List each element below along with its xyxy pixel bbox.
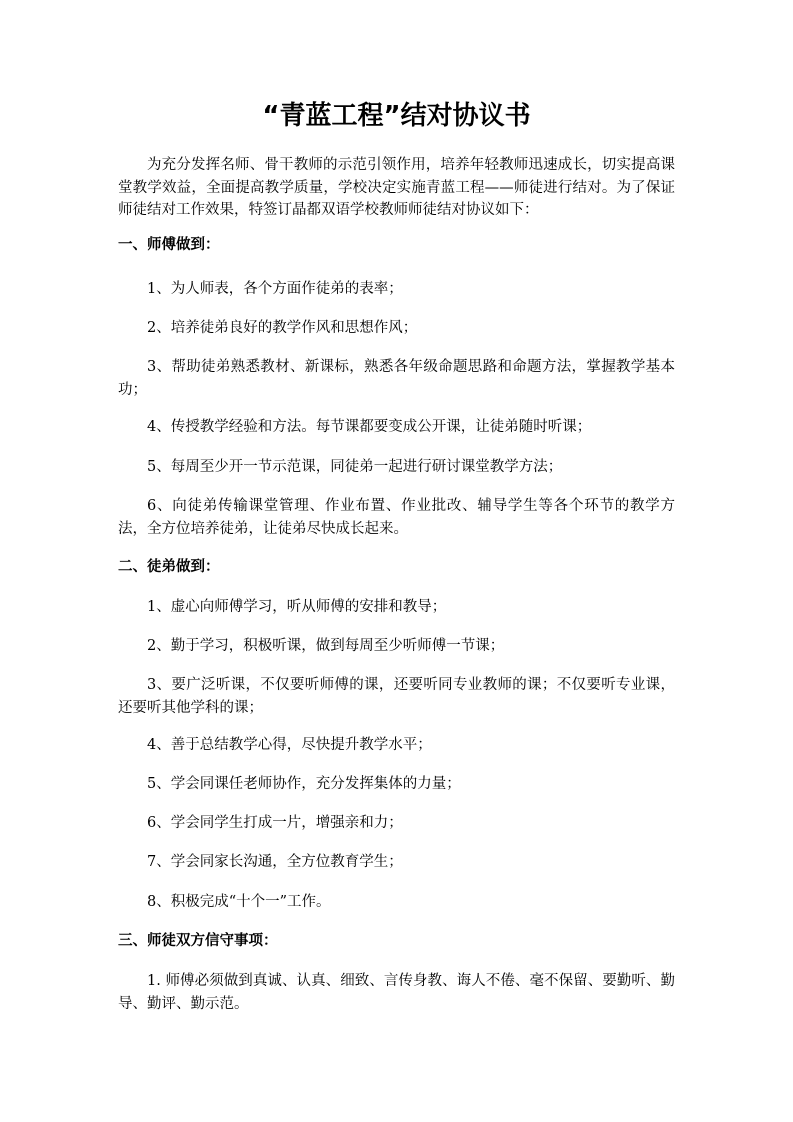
section-heading-mutual: 三、师徒双方信守事项： [118, 933, 278, 949]
master-item-4: 4、传授教学经验和方法。每节课都要变成公开课，让徒弟随时听课； [147, 419, 592, 435]
apprentice-item-4: 4、善于总结教学心得，尽快提升教学水平； [147, 737, 432, 753]
apprentice-item-3: 3、要广泛听课，不仅要听师傅的课，还要听同专业教师的课；不仅要听专业课，还要听其他学科的课； [118, 677, 675, 716]
master-item-5: 5、每周至少开一节示范课，同徒弟一起进行研讨课堂教学方法； [147, 459, 563, 475]
master-item-1: 1、为人师表，各个方面作徒弟的表率； [147, 281, 403, 297]
apprentice-item-8: 8、积极完成“十个一”工作。 [147, 894, 331, 910]
apprentice-item-2: 2、勤于学习，积极听课，做到每周至少听师傅一节课； [147, 638, 505, 654]
master-item-3: 3、帮助徒弟熟悉教材、新课标，熟悉各年级命题思路和命题方法，掌握教学基本功； [118, 359, 675, 398]
apprentice-item-7: 7、学会同家长沟通，全方位教育学生； [147, 854, 403, 870]
master-item-2: 2、培养徒弟良好的教学作风和思想作风； [147, 320, 418, 336]
document-title: “青蓝工程”结对协议书 [262, 101, 531, 131]
section-heading-master: 一、师傅做到： [118, 237, 220, 253]
master-item-6: 6、向徒弟传输课堂管理、作业布置、作业批改、辅导学生等各个环节的教学方法，全方位培养徒弟，让徒弟尽快成长起来。 [118, 498, 675, 537]
apprentice-item-6: 6、学会同学生打成一片，增强亲和力； [147, 815, 403, 831]
apprentice-item-5: 5、学会同课任老师协作，充分发挥集体的力量； [147, 776, 461, 792]
intro-paragraph: 为充分发挥名师、骨干教师的示范引领作用，培养年轻教师迅速成长，切实提高课堂教学效益，全面提高教学质量，学校决定实施青蓝工程——师徒进行结对。为了保证师徒结对工作效果，特签订晶都双语学校教师师徒结对协议如下： [118, 157, 675, 218]
mutual-item-1: 1. 师傅必须做到真诚、认真、细致、言传身教、诲人不倦、毫不保留、要勤听、勤导、勤评、勤示范。 [118, 973, 675, 1012]
section-heading-apprentice: 二、徒弟做到： [118, 559, 220, 575]
apprentice-item-1: 1、虚心向师傅学习，听从师傅的安排和教导； [147, 599, 447, 615]
